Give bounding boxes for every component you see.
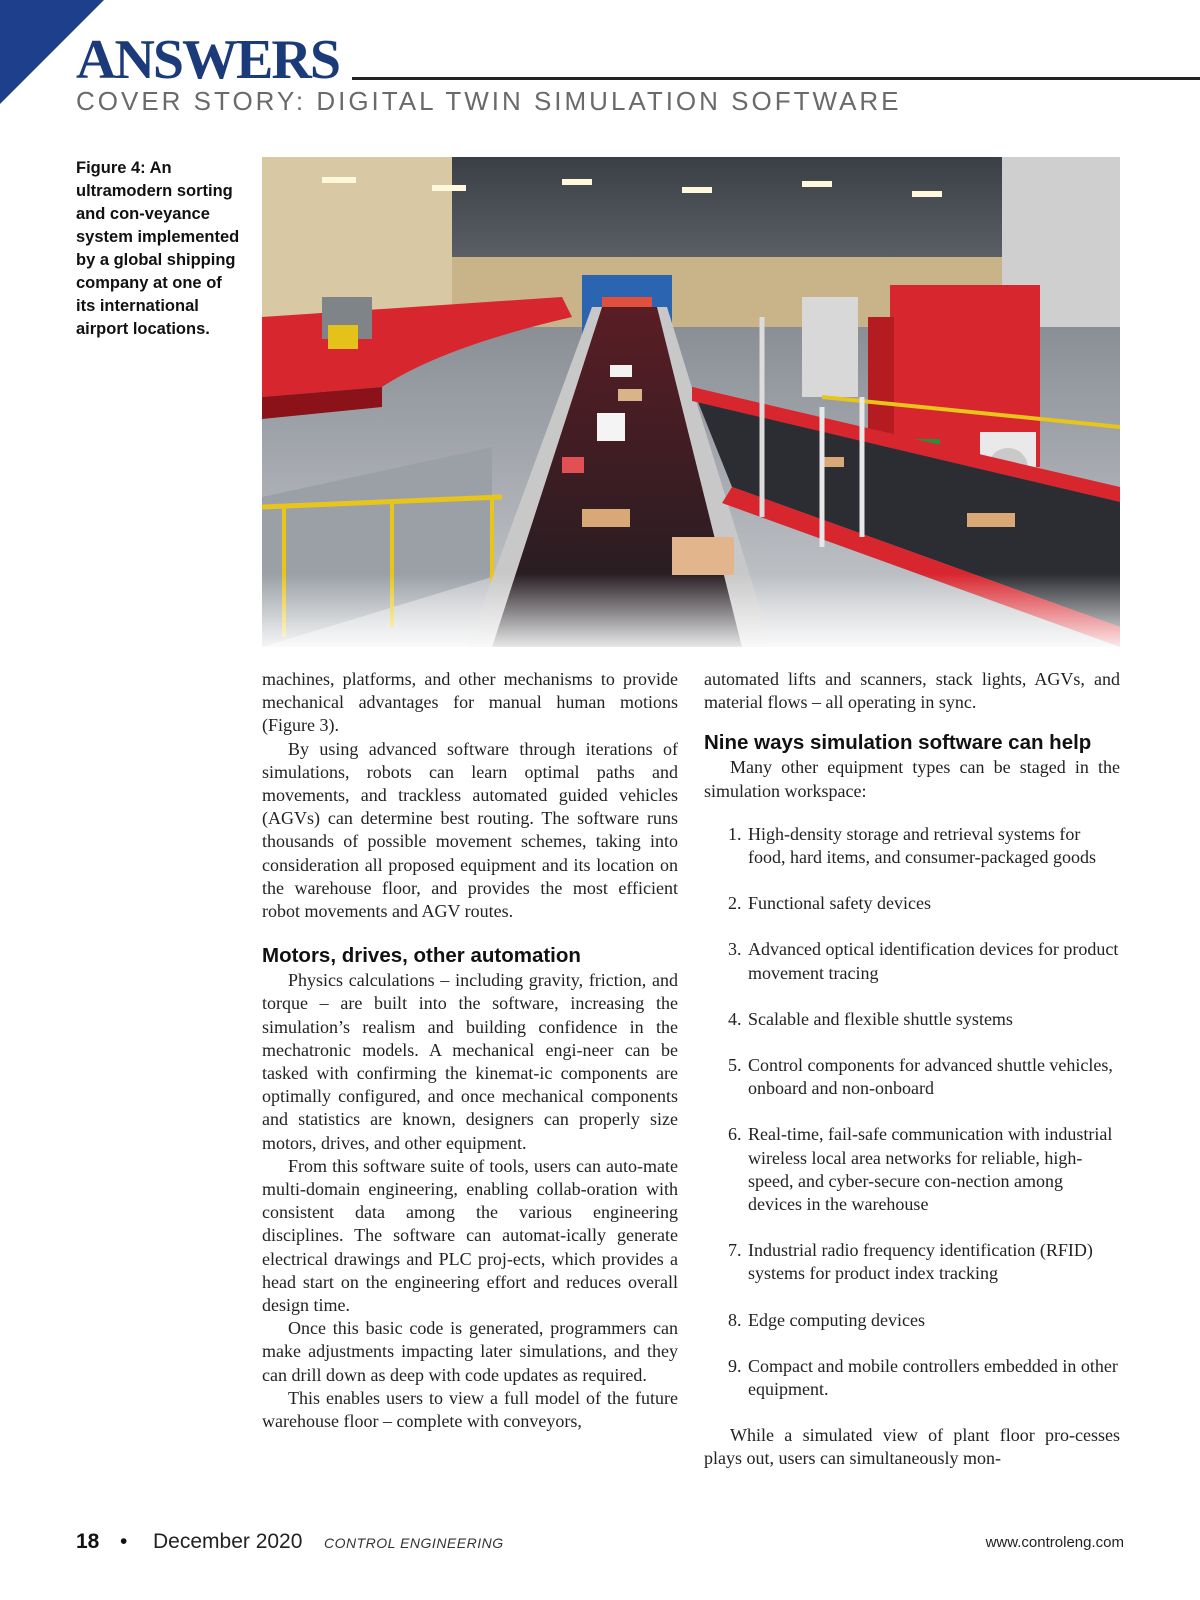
magazine-name: CONTROL ENGINEERING: [324, 1535, 504, 1551]
body-paragraph: Many other equipment types can be staged in the simulation workspace:: [704, 757, 1120, 801]
list-item-number: 2.: [728, 893, 742, 914]
page-number: 18: [76, 1530, 100, 1553]
list-item-number: 6.: [728, 1124, 742, 1145]
body-paragraph: automated lifts and scanners, stack lights, AGVs, and material flows – all operating in sync.: [704, 669, 1120, 713]
list-item: [704, 892, 1120, 915]
body-paragraph: This enables users to view a full model of the future warehouse floor – complete with conveyors,: [262, 1387, 678, 1432]
list-item: [704, 1008, 1120, 1031]
website-url[interactable]: www.controleng.com: [985, 1534, 1124, 1551]
nine-ways-list: [704, 823, 1120, 1401]
list-item: [704, 938, 1120, 984]
body-paragraph: While a simulated view of plant floor pro-cesses plays out, users can simultaneously mon-: [704, 1425, 1120, 1469]
list-item-number: 1.: [728, 823, 742, 844]
list-item-number: 5.: [728, 1055, 742, 1076]
list-item-text: Edge computing devices: [748, 1309, 925, 1330]
list-item-text: Industrial radio frequency identification (RFID) systems for product index tracking: [748, 1240, 1093, 1284]
list-item-text: Advanced optical identification devices for product movement tracing: [748, 939, 1119, 983]
list-item: [704, 1054, 1120, 1100]
list-item-text: Real-time, fail-safe communication with industrial wireless local area networks for reliable, high-speed, and cyber-secure con-nection among devices in the warehouse: [748, 1124, 1113, 1215]
list-item-number: 3.: [728, 939, 742, 960]
issue-date: December 2020: [153, 1530, 303, 1553]
left-text-column: [262, 668, 678, 1433]
page-footer: [76, 1530, 1124, 1558]
section-brand-title: ANSWERS: [76, 29, 339, 91]
list-item: [704, 1123, 1120, 1216]
body-paragraph: From this software suite of tools, users can auto-mate multi-domain engineering, enabling collab-oration with consistent data among the various engineering disciplines. The software can automat-ically generate electrical drawings and PLC proj-ects, which provides a head start on the engineering effort and reduces overall design time.: [262, 1155, 678, 1316]
section-heading-nine-ways: Nine ways simulation software can help: [704, 731, 1092, 755]
footer-bullet: •: [120, 1530, 128, 1553]
right-text-column: [704, 668, 1120, 1471]
list-item-text: Scalable and flexible shuttle systems: [748, 1008, 1013, 1029]
section-heading-motors: Motors, drives, other automation: [262, 944, 581, 968]
list-item: [704, 1355, 1120, 1401]
warehouse-conveyor-photo: [262, 157, 1120, 647]
list-item-text: Control components for advanced shuttle vehicles, onboard and non-onboard: [748, 1055, 1113, 1099]
body-paragraph: Physics calculations – including gravity, friction, and torque – are built into the software, increasing the simulation’s realism and building confidence in the mechatronic models. A mechanical engi-neer can be tasked with confirming the kinemat-ic components are optimally configured, and once mechanical components and statistics are known, designers can properly size motors, drives, and other equipment.: [262, 970, 678, 1153]
body-paragraph: By using advanced software through iterations of simulations, robots can learn optimal paths and movements, and trackless automated guided vehicles (AGVs) can determine best routing. The software runs thousands of possible movement schemes, taking into consideration all proposed equipment and its location on the warehouse floor, and provides the most efficient robot movements and AGV routes.: [262, 738, 678, 922]
list-item: [704, 1239, 1120, 1285]
list-item-text: High-density storage and retrieval systems for food, hard items, and consumer-packaged goods: [748, 823, 1097, 868]
header-rule: [352, 77, 1200, 80]
list-item: [704, 1309, 1120, 1332]
list-item-number: 7.: [728, 1240, 742, 1261]
list-item-number: 4.: [728, 1008, 742, 1029]
list-item-text: Compact and mobile controllers embedded in other equipment.: [748, 1355, 1118, 1400]
figure-caption: Figure 4: An ultramodern sorting and con-veyance system implemented by a global shipping company at one of its international airport locations.: [76, 159, 240, 338]
body-paragraph: Once this basic code is generated, programmers can make adjustments impacting later simulations, and they can drill down as deep with code updates as required.: [262, 1318, 678, 1385]
list-item-number: 8.: [728, 1309, 742, 1330]
body-paragraph: machines, platforms, and other mechanisms to provide mechanical advantages for manual human motions (Figure 3).: [262, 669, 678, 736]
list-item-number: 9.: [728, 1355, 742, 1376]
list-item-text: Functional safety devices: [748, 893, 931, 914]
list-item: [704, 823, 1120, 869]
cover-story-subtitle: COVER STORY: DIGITAL TWIN SIMULATION SOFTWARE: [76, 86, 902, 116]
